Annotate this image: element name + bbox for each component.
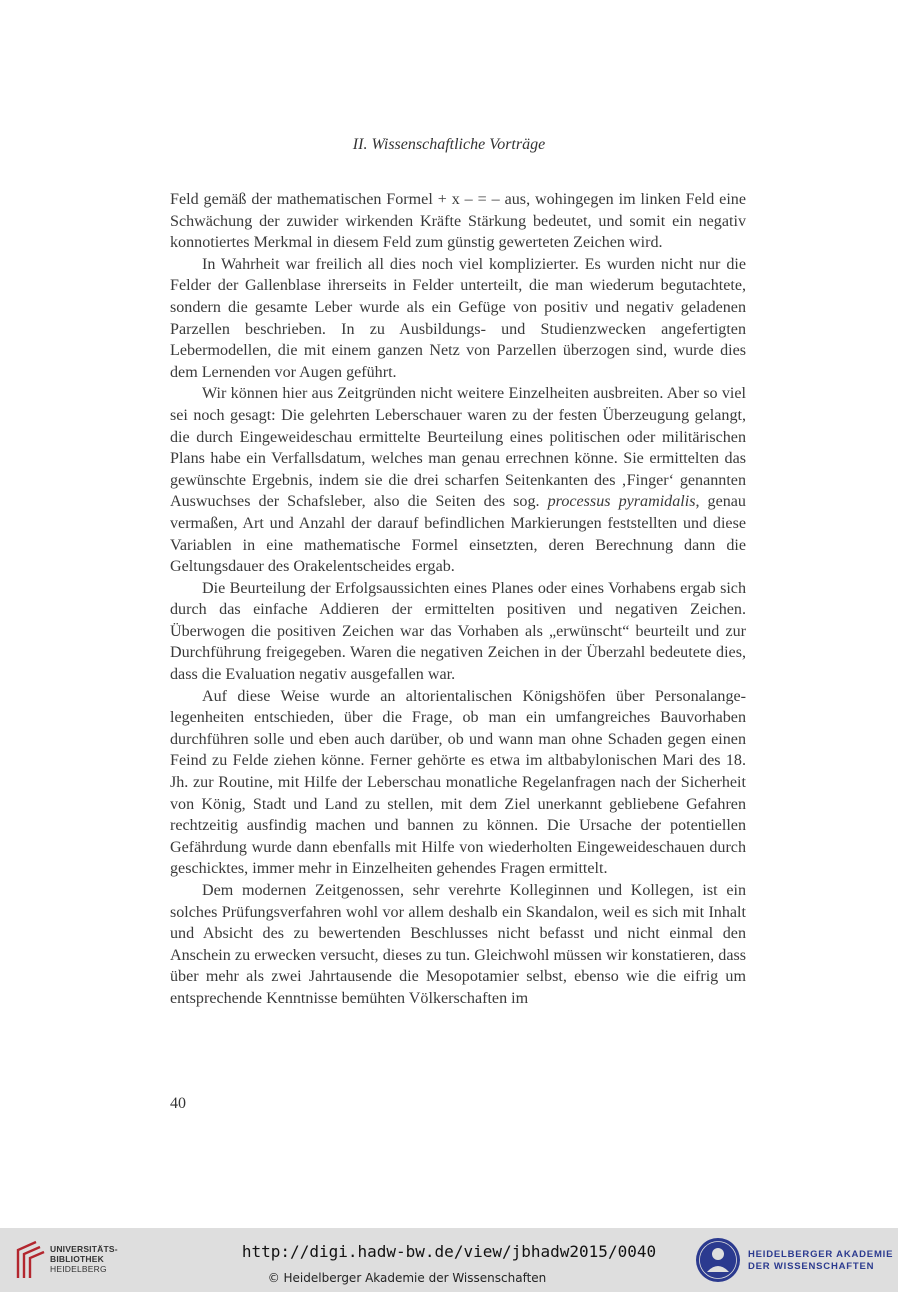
hadw-seal-icon [694, 1236, 742, 1284]
body-text [170, 189, 746, 1010]
paragraph-3-text-after: , genau vermaßen, Art und Anzahl der darauf befindlichen Markierungen feststellten und diese Variablen in eine mathematische Formel einsetzten, deren Berechnung dann die Geltungsdauer des Orakelentscheides ergab. [170, 493, 746, 576]
footer-bar [0, 1228, 898, 1292]
hadw-logo-line-2: DER WISSENSCHAFTEN [748, 1261, 875, 1272]
footer-url-link[interactable]: http://digi.hadw-bw.de/view/jbhadw2015/0040 [241, 1242, 657, 1261]
ub-logo-line-1: UNIVERSITÄTS- [50, 1244, 118, 1254]
running-head: II. Wissenschaftliche Vorträge [352, 136, 546, 153]
paragraph-4: Die Beurteilung der Erfolgsaussichten eines Planes oder eines Vorhabens ergab sich durch das einfache Addieren der ermittelten positiven und negativen Zeichen. Überwogen die positiven Zeichen war das Vorhaben als „erwünscht“ beurteilt und zur Durchführung freigegeben. Waren die negativen Zeichen in der Überzahl bedeutete dies, dass die Evaluation negativ ausgefallen war. [170, 579, 746, 684]
footer-copyright: © Heidelberger Akademie der Wissenschaften [267, 1271, 547, 1285]
hadw-logo-line-1: HEIDELBERGER AKADEMIE [748, 1249, 894, 1260]
ub-logo-line-3: HEIDELBERG [50, 1264, 107, 1274]
paragraph-5: Auf diese Weise wurde an altorientalischen Königshöfen über Personalangelegenheiten entschieden, über die Frage, ob man ein umfangreiches Bauvorhaben durchführen solle und eben auch darüber, ob und wann man ohne Schaden gegen einen Feind zu Felde ziehen könne. Ferner gehörte es etwa im altbabylonischen Mari des 18. Jh. zur Routine, mit Hilfe der Leberschau monatliche Regelanfragen nach der Sicherheit von König, Stadt und Land zu stellen, mit dem Ziel unerkannt gebliebene Gefahren rechtzeitig ausfindig machen und bannen zu können. Die Ursache der potentiellen Gefährdung wurde dann ebenfalls mit Hilfe von wiederholten Eingeweideschauen durch geschicktes, immer mehr in Einzelheiten gehendes Fragen ermittelt. [170, 687, 746, 878]
paragraph-6: Dem modernen Zeitgenossen, sehr verehrte Kolleginnen und Kollegen, ist ein solches Prüfungsverfahren wohl vor allem deshalb ein Skandalon, weil es sich mit Inhalt und Absicht des zu bewertenden Beschlusses nicht befasst und nicht einmal den Anschein zu erwecken versucht, dieses zu tun. Gleichwohl müssen wir konstatieren, dass über mehr als zwei Jahrtausende die Mesopotamier selbst, ebenso wie die eifrig um entsprechende Kenntnisse bemühten Völkerschaften im [170, 882, 746, 1007]
paragraph-3 [170, 383, 746, 577]
hadw-logo[interactable] [694, 1236, 894, 1286]
paragraph-1: Feld gemäß der mathematischen Formel + x – = – aus, wohingegen im linken Feld eine Schwächung der zuwider wirkenden Kräfte Stärkung bedeutet, und somit ein negativ konnotiertes Merkmal in diesem Feld zum günstig gewerteten Zeichen wird. [170, 191, 746, 252]
paragraph-3-text-before: Wir können hier aus Zeitgründen nicht weitere Einzelheiten ausbreiten. Aber so viel sei noch gesagt: Die gelehrten Leberschauer waren zu der festen Überzeugung gelangt, die durch Eingeweideschau ermittelte Beurteilung eines politischen oder militärischen Plans habe ein Verfallsdatum, welches man genau errechnen könne. Sie ermittelten das gewünschte Ergebnis, indem sie die drei scharfen Seitenkanten des ‚Finger‘ genannten Auswuchses der Schafsleber, also die Seiten des sog. [170, 385, 746, 511]
ub-logo-line-2: BIBLIOTHEK [50, 1254, 104, 1264]
paragraph-2: In Wahrheit war freilich all dies noch viel komplizierter. Es wurden nicht nur die Felder der Gallenblase ihrerseits in Felder unterteilt, die man wiederum begutachtete, sondern die gesamte Leber wurde als ein Gefüge von positiv und negativ geladenen Parzellen beschrieben. In zu Ausbildungs- und Studienzwecken angefertigten Lebermodellen, die mit einem ganzen Netz von Parzellen überzogen sind, wurde dies dem Lernenden vor Augen geführt. [170, 255, 746, 381]
paragraph-3-italic-term: processus pyramidalis [547, 493, 696, 511]
page-number: 40 [170, 1095, 186, 1112]
